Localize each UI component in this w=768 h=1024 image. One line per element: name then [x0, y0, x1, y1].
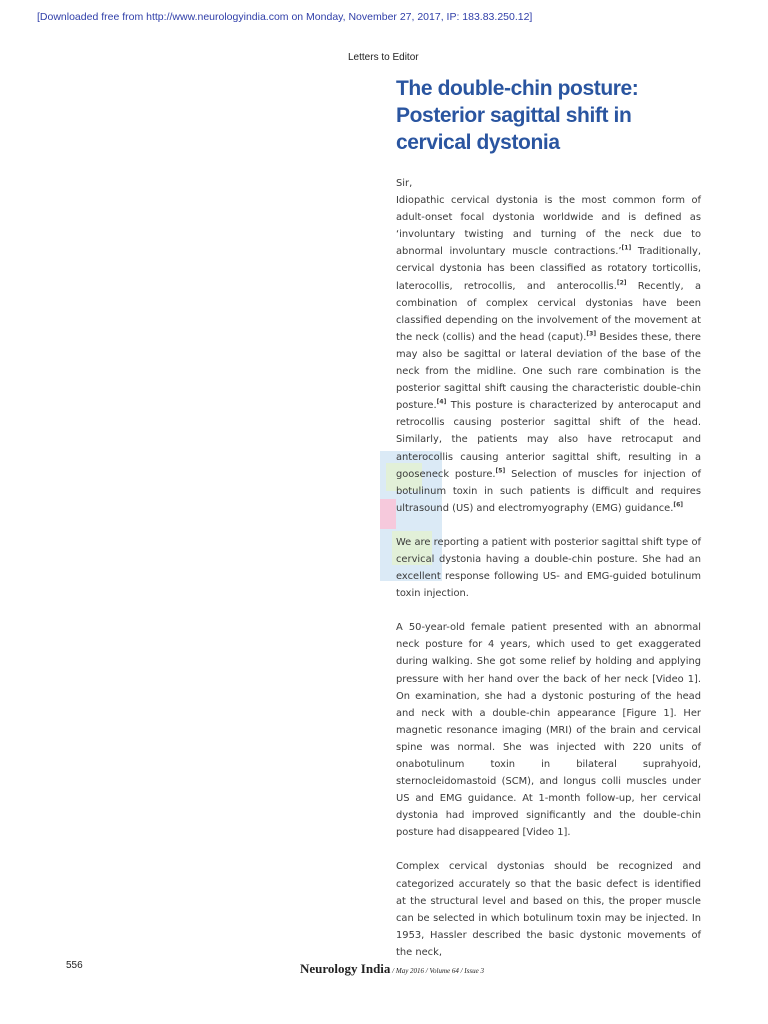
citation-marker: [3]	[586, 330, 597, 338]
journal-name: Neurology India	[300, 961, 391, 976]
title-line-3: cervical dystonia	[396, 131, 560, 154]
download-banner: [Downloaded free from http://www.neurologyindia.com on Monday, November 27, 2017, IP: 183.83.250.12]	[37, 11, 533, 23]
title-line-1: The double-chin posture:	[396, 77, 639, 100]
article-title	[396, 75, 716, 156]
citation-marker: [1]	[621, 245, 632, 253]
citation-marker: [5]	[495, 467, 506, 475]
journal-meta: / May 2016 / Volume 64 / Issue 3	[390, 967, 484, 975]
citation-marker: [6]	[673, 501, 684, 509]
paragraph-3: A 50-year-old female patient presented with an abnormal neck posture for 4 years, which used to get exaggerated during walking. She got some relief by holding and applying pressure with her hand over the back of her neck [Video 1]. On examination, she had a dystonic posturing of the head and neck with a double-chin appearance [Figure 1]. Her magnetic resonance imaging (MRI) of the brain and cervical spine was normal. She was injected with 220 units of onabotulinum toxin in bilateral suprahyoid, sternocleidomastoid (SCM), and longus colli muscles under US and EMG guidance. At 1-month follow-up, her cervical dystonia had improved significantly and the double-chin posture had disappeared [Video 1].	[396, 622, 701, 839]
article-body	[396, 175, 701, 978]
paragraph-2: We are reporting a patient with posterior sagittal shift type of cervical dystonia having a double-chin posture. She had an excellent response following US- and EMG-guided botulinum toxin injection.	[396, 536, 701, 600]
paragraph-1: Idiopathic cervical dystonia is the most common form of adult-onset focal dystonia worldwide and is defined as ‘involuntary twisting and turning of the neck due to abnormal involuntary muscle contractions.’[1] Traditionally, cervical dystonia has been classified as rotatory torticollis, laterocollis, retrocollis, and anterocollis.[2] Recently, a combination of complex cervical dystonias have been classified depending on the involvement of the movement at the neck (collis) and the head (caput).[3] Besides these, there may also be sagittal or lateral deviation of the base of the neck from the midline. One such rare combination is the posterior sagittal shift causing the characteristic double-chin posture.[4] This posture is characterized by anterocaput and retrocollis causing posterior sagittal shift of the head. Similarly, the patients may also have retrocaput and anterocollis causing anterior sagittal shift, resulting in a gooseneck posture.[5] Selection of muscles for injection of botulinum toxin in such patients is difficult and requires ultrasound (US) and electromyography (EMG) guidance.[6]	[396, 195, 701, 514]
title-line-2: Posterior sagittal shift in	[396, 104, 632, 127]
salutation: Sir,	[396, 178, 413, 189]
paragraph-4: Complex cervical dystonias should be recognized and categorized accurately so that the basic defect is identified at the structural level and based on this, the proper muscle can be selected in which botulinum toxin may be injected. In 1953, Hassler described the basic dystonic movements of the neck,	[396, 861, 701, 958]
decor-pink-block	[380, 499, 396, 529]
citation-marker: [2]	[616, 279, 627, 287]
citation-marker: [4]	[436, 398, 447, 406]
section-label: Letters to Editor	[348, 52, 419, 63]
page-number: 556	[66, 960, 83, 971]
